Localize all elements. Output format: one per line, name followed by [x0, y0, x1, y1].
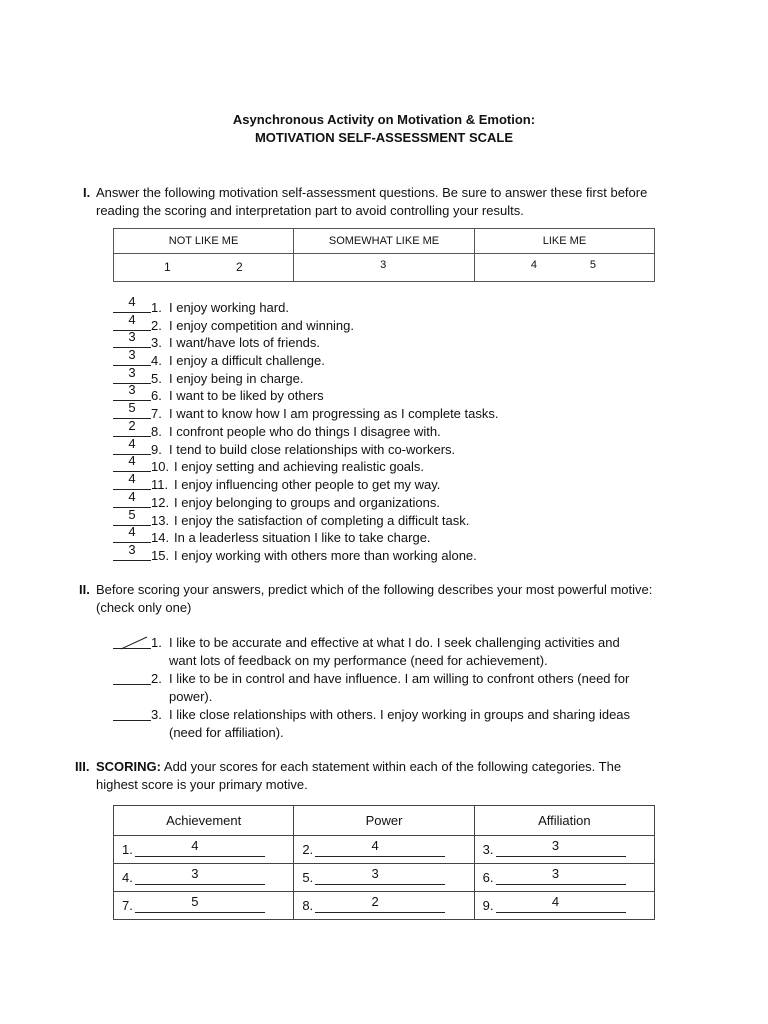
answer-value: 4: [128, 453, 136, 468]
item-text: I want to know how I am progressing as I complete tasks.: [169, 406, 499, 421]
answer-value: 3: [128, 347, 136, 362]
score-cell: 4. 3: [114, 864, 294, 892]
score-blank[interactable]: 2: [315, 898, 445, 913]
score-cell: 6. 3: [474, 864, 654, 892]
score-cell: 5. 3: [294, 864, 474, 892]
scoring-label: SCORING:: [96, 759, 161, 774]
scoring-table: [113, 805, 655, 920]
item-number: 5.: [151, 371, 162, 386]
rating-scale-table: [113, 228, 655, 282]
item-number: 12.: [151, 495, 170, 510]
item-text: I want to be liked by others: [169, 388, 324, 403]
section-3-instructions: [96, 758, 666, 794]
score-cell: 7. 5: [114, 892, 294, 920]
item-text: I enjoy setting and achieving realistic goals.: [174, 459, 425, 474]
section-1-instructions: Answer the following motivation self-assessment questions. Be sure to answer these first before reading the scoring and interpretation part to avoid controlling your results.: [96, 185, 648, 218]
score-blank[interactable]: 4: [315, 842, 445, 857]
answer-value: 4: [128, 489, 136, 504]
option-number: 2.: [151, 671, 162, 686]
item-text: I enjoy competition and winning.: [169, 318, 355, 333]
section-3-number: III.: [75, 759, 90, 774]
scale-value-2: 2: [236, 260, 243, 274]
scale-value-4: 4: [530, 259, 538, 271]
item-number: 6.: [151, 388, 162, 403]
score-cell: 8. 2: [294, 892, 474, 920]
item-text: I confront people who do things I disagree with.: [169, 424, 441, 439]
item-text: I tend to build close relationships with co-workers.: [169, 442, 456, 457]
option-number: 1.: [151, 635, 162, 650]
scale-value-5: 5: [589, 259, 597, 271]
answer-value: 3: [128, 365, 136, 380]
answer-value: 4: [128, 312, 136, 327]
score-blank[interactable]: 4: [135, 842, 265, 857]
answer-value: 4: [128, 294, 136, 309]
scale-header-like-me: LIKE ME: [474, 229, 654, 254]
answer-value: 3: [128, 382, 136, 397]
option-number: 3.: [151, 707, 162, 722]
scale-value-3: 3: [380, 259, 387, 271]
item-number: 9.: [151, 442, 162, 457]
score-blank[interactable]: 3: [315, 870, 445, 885]
table-row: [114, 892, 655, 920]
item-number: 10.: [151, 459, 170, 474]
option-text-line1: I like to be accurate and effective at what I do. I seek challenging activities and: [169, 635, 620, 650]
answer-value: 4: [128, 471, 136, 486]
section-2-instructions: Before scoring your answers, predict which of the following describes your most powerful motive: (check only one): [96, 582, 653, 615]
checkmark-blank[interactable]: [113, 670, 151, 688]
answer-value: 2: [128, 418, 136, 433]
score-header-affiliation: Affiliation: [474, 806, 654, 836]
option-text: [169, 634, 669, 670]
item-number: 8.: [151, 424, 162, 439]
answer-value: 5: [128, 400, 136, 415]
answer-value: 3: [128, 329, 136, 344]
table-row: [114, 836, 655, 864]
option-text-line2: want lots of feedback on my performance (need for achievement).: [169, 653, 548, 668]
scale-header-not-like-me: NOT LIKE ME: [114, 229, 294, 254]
answer-value: 4: [128, 436, 136, 451]
score-header-achievement: Achievement: [114, 806, 294, 836]
item-number: 11.: [151, 477, 169, 492]
option-text: [169, 670, 669, 706]
score-blank[interactable]: 3: [496, 842, 626, 857]
score-blank[interactable]: 3: [496, 870, 626, 885]
section-1-number: I.: [83, 185, 91, 200]
item-text: In a leaderless situation I like to take charge.: [174, 530, 431, 545]
scale-cell-1-2: [114, 254, 294, 282]
score-cell: 2. 4: [294, 836, 474, 864]
scale-cell-3: [294, 254, 475, 282]
item-text: I want/have lots of friends.: [169, 335, 321, 350]
item-text: I enjoy working with others more than working alone.: [174, 548, 477, 563]
score-blank[interactable]: 3: [135, 870, 265, 885]
score-cell: 3. 3: [474, 836, 654, 864]
answer-blank[interactable]: [113, 542, 151, 564]
scale-header-somewhat-like-me: SOMEWHAT LIKE ME: [294, 229, 475, 254]
option-text-line2: power).: [169, 689, 213, 704]
item-number: 1.: [151, 300, 162, 315]
scoring-text: Add your scores for each statement within each of the following categories. The: [161, 759, 622, 774]
option-text-line1: I like to be in control and have influence. I am willing to confront others (need for: [169, 671, 630, 686]
answer-value: 5: [128, 507, 136, 522]
scoring-text-line2: highest score is your primary motive.: [96, 777, 308, 792]
doc-title: Asynchronous Activity on Motivation & Emotion:: [232, 112, 536, 127]
item-number: 14.: [151, 530, 170, 545]
item-number: 4.: [151, 353, 162, 368]
score-cell: 1. 4: [114, 836, 294, 864]
item-number: 2.: [151, 318, 162, 333]
option-text-line2: (need for affiliation).: [169, 725, 284, 740]
checkmark-blank[interactable]: [113, 634, 151, 652]
score-header-power: Power: [294, 806, 474, 836]
score-blank[interactable]: 5: [135, 898, 265, 913]
item-text: I enjoy being in charge.: [169, 371, 304, 386]
score-blank[interactable]: 4: [496, 898, 626, 913]
item-text: I enjoy working hard.: [169, 300, 289, 315]
item-text: I enjoy influencing other people to get my way.: [174, 477, 441, 492]
section-2-number: II.: [79, 582, 90, 597]
item-text: I enjoy the satisfaction of completing a difficult task.: [174, 513, 470, 528]
item-number: 13.: [151, 513, 170, 528]
item-number: 3.: [151, 335, 162, 350]
check-mark-icon: [113, 634, 151, 652]
option-text: [169, 706, 669, 742]
item-text: I enjoy belonging to groups and organizations.: [174, 495, 440, 510]
score-cell: 9. 4: [474, 892, 654, 920]
item-text: I enjoy a difficult challenge.: [169, 353, 325, 368]
answer-value: 3: [128, 542, 136, 557]
option-text-line1: I like close relationships with others. I enjoy working in groups and sharing ideas: [169, 707, 631, 722]
scale-cell-4-5: [474, 254, 654, 282]
table-row: [114, 864, 655, 892]
checkmark-blank[interactable]: [113, 706, 151, 724]
item-number: 15.: [151, 548, 170, 563]
scale-value-1: 1: [164, 260, 171, 274]
item-number: 7.: [151, 406, 162, 421]
doc-subtitle: MOTIVATION SELF-ASSESSMENT SCALE: [254, 130, 514, 145]
answer-value: 4: [128, 524, 136, 539]
